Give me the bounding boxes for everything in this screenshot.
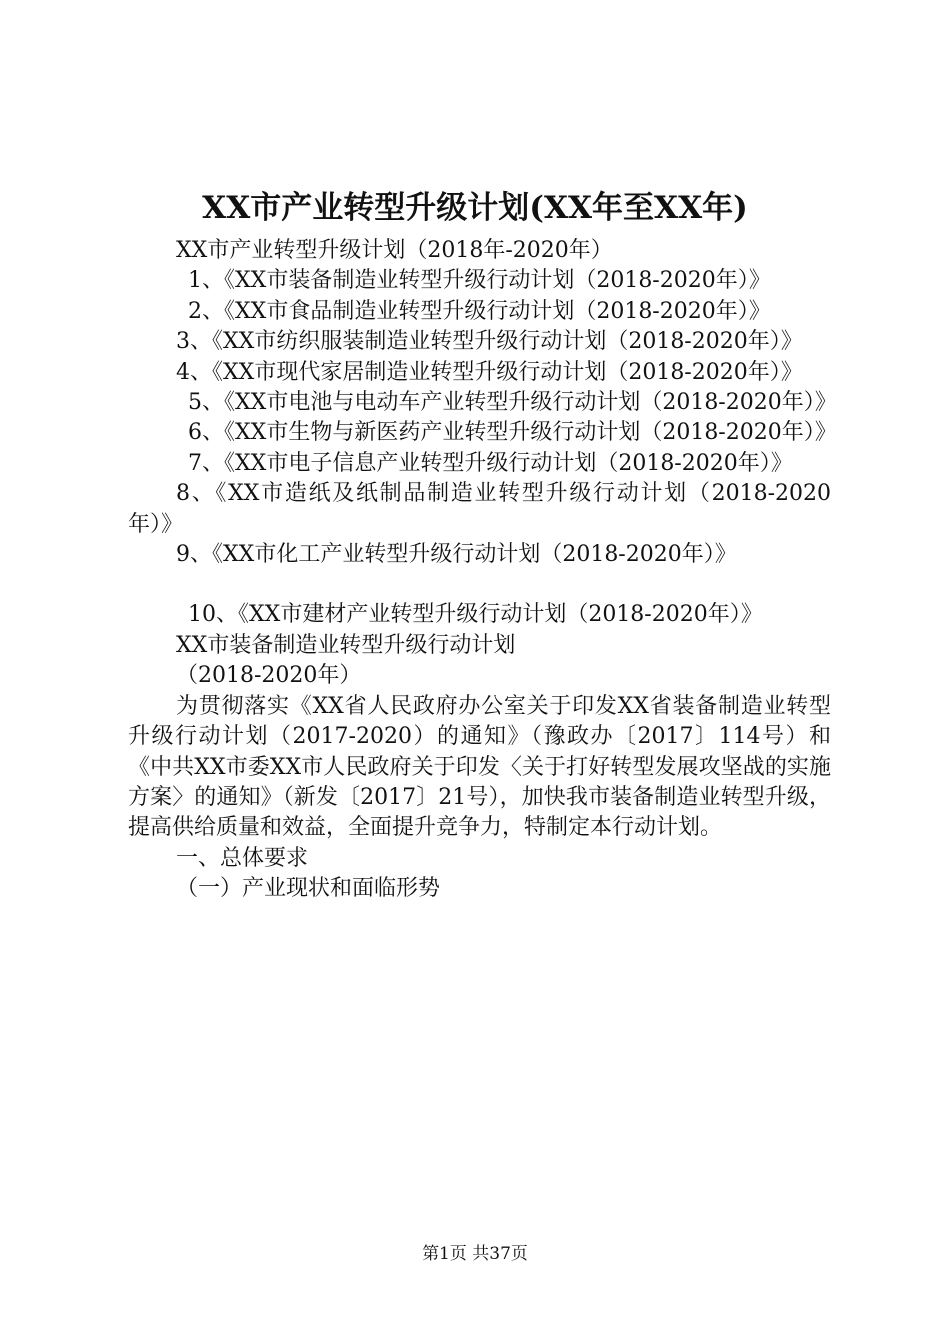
plan-item-1: 1、《XX市装备制造业转型升级行动计划（2018-2020年）》 (188, 268, 771, 294)
heading-industry-status: （一）产业现状和面临形势 (176, 876, 441, 902)
plan-item-6: 6、《XX市生物与新医药产业转型升级行动计划（2018-2020年）》 (188, 420, 837, 446)
document-body (128, 236, 837, 905)
plan-item-4: 4、《XX市现代家居制造业转型升级行动计划（2018-2020年）》 (176, 359, 803, 385)
section-years: （2018-2020年） (176, 663, 362, 689)
plan-item-7: 7、《XX市电子信息产业转型升级行动计划（2018-2020年）》 (188, 450, 793, 476)
plan-item-9: 9、《XX市化工产业转型升级行动计划（2018-2020年）》 (176, 542, 737, 568)
plan-item-5: 5、《XX市电池与电动车产业转型升级行动计划（2018-2020年）》 (188, 390, 837, 416)
plan-item-10: 10、《XX市建材产业转型升级行动计划（2018-2020年）》 (188, 602, 763, 628)
heading-overall-requirements: 一、总体要求 (176, 845, 309, 871)
page-footer: 第1页 共37页 (422, 1244, 528, 1264)
document-title: XX市产业转型升级计划(XX年至XX年) (202, 190, 748, 226)
intro-paragraph: 为贯彻落实《XX省人民政府办公室关于印发XX省装备制造业转型升级行动计划（2017-2020）的通知》（豫政办〔2017〕114号）和《中共XX市委XX市人民政府关于印发〈关于打好转型发展攻坚战的实施方案〉的通知》（新发〔2017〕21号），加快我市装备制造业转型升级，提高供给质量和效益，全面提升竞争力，特制定本行动计划。 (128, 693, 831, 841)
document-subtitle: XX市产业转型升级计划（2018年-2020年） (176, 238, 613, 263)
paragraph-gap (128, 570, 831, 600)
plan-item-2: 2、《XX市食品制造业转型升级行动计划（2018-2020年）》 (188, 298, 771, 324)
plan-item-8: 8、《XX市造纸及纸制品制造业转型升级行动计划（2018-2020年）》 (128, 481, 831, 537)
section-title: XX市装备制造业转型升级行动计划 (176, 632, 516, 658)
plan-item-3: 3、《XX市纺织服装制造业转型升级行动计划（2018-2020年）》 (176, 329, 803, 355)
